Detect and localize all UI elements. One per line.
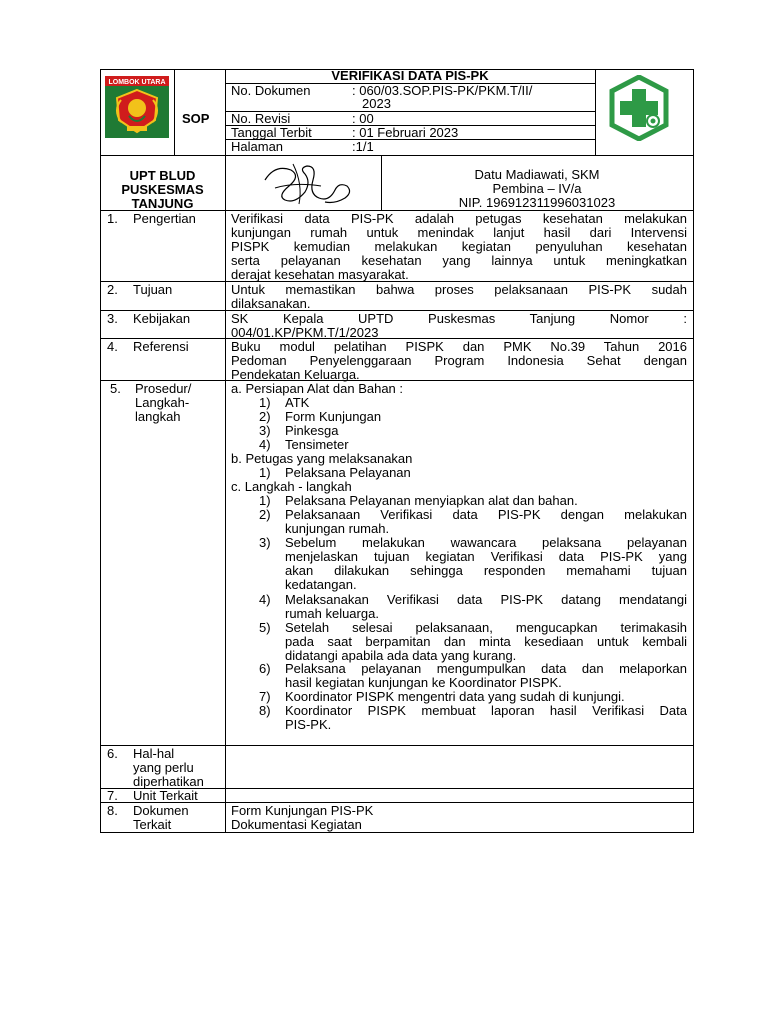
section-num: 6.	[107, 746, 118, 761]
org-name-line3: TANJUNG	[131, 196, 194, 211]
doc-number-value-cont: 2023	[362, 96, 391, 111]
section-num: 8.	[107, 803, 118, 818]
section-num: 1.	[107, 211, 118, 226]
section-label-tujuan: Tujuan	[133, 282, 173, 297]
list-item: 8)	[259, 703, 271, 718]
list-item: 4)	[259, 437, 271, 452]
step-8: Koordinator PISPK membuat laporan hasil Verifikasi Data PIS-PK.	[285, 703, 687, 732]
lombok-utara-emblem-icon	[105, 76, 169, 138]
puskesmas-cross-icon	[600, 75, 678, 141]
doc-number-label: No. Dokumen	[231, 83, 311, 98]
referensi-text: Buku modul pelatihan PISPK dan PMK No.39 Tahun 2016 Pedoman Penyelenggaraan Program Indonesia Sehat dengan Pendekatan Keluarga.	[231, 339, 687, 382]
tujuan-text: Untuk memastikan bahwa proses pelaksanaan PIS-PK sudah dilaksanakan.	[231, 282, 687, 311]
section-num: 7.	[107, 788, 118, 803]
revision-value: : 00	[352, 111, 374, 126]
list-item: 4)	[259, 592, 271, 607]
list-item-text: Pelaksana Pelayanan	[285, 465, 411, 480]
step-1: Pelaksana Pelayanan menyiapkan alat dan bahan.	[285, 493, 578, 508]
section-label-pengertian: Pengertian	[133, 211, 196, 226]
step-4: Melaksanakan Verifikasi data PIS-PK datang mendatangi rumah keluarga.	[285, 592, 687, 621]
prosedur-c-title: c. Langkah - langkah	[231, 479, 352, 494]
prosedur-b-title: b. Petugas yang melaksanakan	[231, 451, 413, 466]
document-title: VERIFIKASI DATA PIS-PK	[331, 68, 489, 83]
step-5: Setelah selesai pelaksanaan, mengucapkan terimakasih pada saat berpamitan dan minta kesediaan untuk kembali didatangi apabila ada data yang kurang.	[285, 620, 687, 663]
section-label-halhal: Hal-hal	[133, 746, 175, 761]
list-item-text: ATK	[285, 395, 310, 410]
signer-name: Datu Madiawati, SKM	[474, 167, 600, 182]
prosedur-a-title: a. Persiapan Alat dan Bahan :	[231, 381, 404, 396]
handwritten-signature	[255, 158, 365, 208]
doc-number-value: : 060/03.SOP.PIS-PK/PKM.T/II/	[352, 83, 533, 98]
section-num: 4.	[107, 339, 118, 354]
section-label-prosedur: Prosedur/	[135, 381, 192, 396]
page-value: :1/1	[352, 139, 374, 154]
org-name-line1: UPT BLUD	[129, 168, 196, 183]
step-3: Sebelum melakukan wawancara pelaksana pelayanan menjelaskan tujuan kegiatan Verifikasi data PIS-PK yang akan dilakukan sehingga responden memahami tujuan kedatangan.	[285, 535, 687, 592]
org-name-line2: PUSKESMAS	[121, 182, 204, 197]
step-6: Pelaksana pelayanan mengumpulkan data dan melaporkan hasil kegiatan kunjungan ke Koordinator PISPK.	[285, 661, 687, 690]
list-item: 2)	[259, 507, 271, 522]
section-label-halhal-3: diperhatikan	[133, 774, 204, 789]
section-num: 5.	[110, 381, 121, 396]
list-item: 1)	[259, 493, 271, 508]
list-item: 3)	[259, 535, 271, 550]
section-label-prosedur-3: langkah	[135, 409, 181, 424]
section-label-kebijakan: Kebijakan	[133, 311, 191, 326]
list-item: 5)	[259, 620, 271, 635]
logo-banner-text: LOMBOK UTARA	[108, 79, 166, 86]
signer-nip: NIP. 196912311996031023	[458, 195, 616, 210]
list-item-text: Form Kunjungan	[285, 409, 382, 424]
revision-label: No. Revisi	[231, 111, 291, 126]
dokumen-line-2: Dokumentasi Kegiatan	[231, 817, 362, 832]
list-item-text: Tensimeter	[285, 437, 349, 452]
dokumen-line-1: Form Kunjungan PIS-PK	[231, 803, 374, 818]
section-label-referensi: Referensi	[133, 339, 189, 354]
list-item: 6)	[259, 661, 271, 676]
list-item: 7)	[259, 689, 271, 704]
issue-date-label: Tanggal Terbit	[231, 125, 312, 140]
section-label-halhal-2: yang perlu	[133, 760, 194, 775]
page-label: Halaman	[231, 139, 284, 154]
list-item: 1)	[259, 395, 271, 410]
signer-rank: Pembina – IV/a	[492, 181, 582, 196]
list-item: 3)	[259, 423, 271, 438]
section-label-dokumen-2: Terkait	[133, 817, 172, 832]
section-num: 2.	[107, 282, 118, 297]
pengertian-text: Verifikasi data PIS-PK adalah petugas kesehatan melakukan kunjungan rumah untuk menindak lanjut hasil dari Intervensi PISPK kemudian melakukan kegiatan penyuluhan kesehatan serta pelayanan kesehatan yang lainnya untuk meningkatkan derajat kesehatan masyarakat.	[231, 211, 687, 282]
section-num: 3.	[107, 311, 118, 326]
section-label-unit: Unit Terkait	[133, 788, 198, 803]
kebijakan-text: SK Kepala UPTD Puskesmas Tanjung Nomor : 004/01.KP/PKM.T/1/2023	[231, 311, 687, 340]
list-item: 1)	[259, 465, 271, 480]
sop-label: SOP	[182, 111, 210, 126]
issue-date-value: : 01 Februari 2023	[352, 125, 459, 140]
list-item: 2)	[259, 409, 271, 424]
step-2: Pelaksanaan Verifikasi data PIS-PK dengan melakukan kunjungan rumah.	[285, 507, 687, 536]
section-label-prosedur-2: Langkah-	[135, 395, 190, 410]
list-item-text: Pinkesga	[285, 423, 339, 438]
step-7: Koordinator PISPK mengentri data yang sudah di kunjungi.	[285, 689, 625, 704]
section-label-dokumen: Dokumen	[133, 803, 189, 818]
